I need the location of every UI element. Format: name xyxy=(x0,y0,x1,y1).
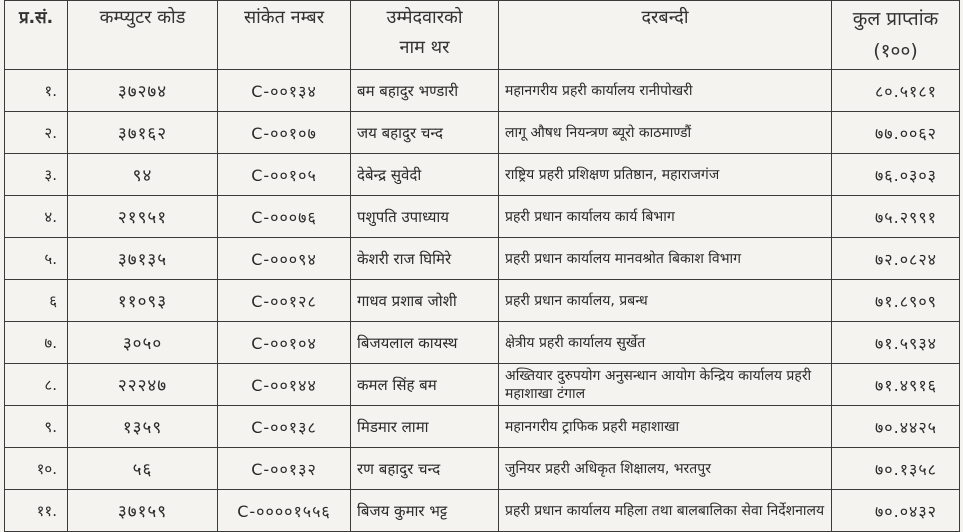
header-candidate-name xyxy=(351,1,499,70)
header-symbol-number: सांकेत नम्बर xyxy=(218,1,351,70)
cell-total-marks: ७१.४९१६ xyxy=(832,364,960,406)
cell-sn: ११. xyxy=(5,490,68,532)
cell-symbol-number: C-०००९४ xyxy=(218,238,351,280)
cell-total-marks: ७१.५९३४ xyxy=(832,322,960,364)
cell-symbol-number: C-००१३४ xyxy=(218,70,351,112)
cell-candidate-name: देबेन्द्र सुवेदी xyxy=(351,154,499,196)
cell-post: अख्तियार दुरुपयोग अनुसन्धान आयोग केन्द्रिय कार्यालय प्रहरी महाशाखा टंगाल xyxy=(499,364,832,406)
cell-sn: ९. xyxy=(5,406,68,448)
cell-post: प्रहरी प्रधान कार्यालय मानवश्रोत बिकाश विभाग xyxy=(499,238,832,280)
header-post: दरबन्दी xyxy=(499,1,832,70)
cell-candidate-name: बम बहादुर भण्डारी xyxy=(351,70,499,112)
cell-post: महानगरीय प्रहरी कार्यालय रानीपोखरी xyxy=(499,70,832,112)
cell-computer-code: ३७२७४ xyxy=(68,70,218,112)
cell-symbol-number: C-००१३२ xyxy=(218,448,351,490)
cell-computer-code: २२२४७ xyxy=(68,364,218,406)
cell-post: महानगरीय ट्राफिक प्रहरी महाशाखा xyxy=(499,406,832,448)
cell-symbol-number: C-००१४४ xyxy=(218,364,351,406)
cell-sn: १०. xyxy=(5,448,68,490)
cell-computer-code: ३७१६२ xyxy=(68,112,218,154)
cell-candidate-name: बिजय कुमार भट्ट xyxy=(351,490,499,532)
cell-sn: २. xyxy=(5,112,68,154)
cell-candidate-name: बिजयलाल कायस्थ xyxy=(351,322,499,364)
cell-total-marks: ७१.८९०९ xyxy=(832,280,960,322)
cell-symbol-number: C-००१०७ xyxy=(218,112,351,154)
table-row xyxy=(5,280,960,322)
cell-sn: ६ xyxy=(5,280,68,322)
cell-computer-code: ९४ xyxy=(68,154,218,196)
cell-computer-code: १३५९ xyxy=(68,406,218,448)
table-row xyxy=(5,364,960,406)
header-total-marks-line1: कुल प्राप्तांक xyxy=(852,8,939,30)
cell-symbol-number: C-००००१५५६ xyxy=(218,490,351,532)
cell-computer-code: ३७१५९ xyxy=(68,490,218,532)
cell-computer-code: २१९५१ xyxy=(68,196,218,238)
cell-total-marks: ७०.१३५८ xyxy=(832,448,960,490)
cell-total-marks: ८०.५१८१ xyxy=(832,70,960,112)
cell-symbol-number: C-०००७६ xyxy=(218,196,351,238)
table-row xyxy=(5,490,960,532)
cell-candidate-name: मिडमार लामा xyxy=(351,406,499,448)
cell-candidate-name: जय बहादुर चन्द xyxy=(351,112,499,154)
cell-symbol-number: C-००१३८ xyxy=(218,406,351,448)
cell-post: प्रहरी प्रधान कार्यालय कार्य बिभाग xyxy=(499,196,832,238)
table-row xyxy=(5,112,960,154)
header-candidate-name-line1: उम्मेदवारको xyxy=(386,7,463,28)
cell-sn: ४. xyxy=(5,196,68,238)
table-body xyxy=(5,70,960,532)
table-row xyxy=(5,238,960,280)
cell-candidate-name: गाधव प्रशाब जोशी xyxy=(351,280,499,322)
results-table xyxy=(4,0,960,532)
cell-computer-code: ५६ xyxy=(68,448,218,490)
cell-post: क्षेत्रीय प्रहरी कार्यालय सुर्खेत xyxy=(499,322,832,364)
cell-sn: ८. xyxy=(5,364,68,406)
header-sn: प्र.सं. xyxy=(5,1,68,70)
cell-symbol-number: C-००१०४ xyxy=(218,322,351,364)
cell-sn: ५. xyxy=(5,238,68,280)
cell-candidate-name: रण बहादुर चन्द xyxy=(351,448,499,490)
cell-symbol-number: C-००१२८ xyxy=(218,280,351,322)
cell-sn: १. xyxy=(5,70,68,112)
table-row xyxy=(5,322,960,364)
cell-post: लागू औषध नियन्त्रण ब्यूरो काठमाण्डौं xyxy=(499,112,832,154)
cell-candidate-name: पशुपति उपाध्याय xyxy=(351,196,499,238)
cell-total-marks: ७०.४४२५ xyxy=(832,406,960,448)
table-row xyxy=(5,448,960,490)
table-row xyxy=(5,70,960,112)
cell-post: प्रहरी प्रधान कार्यालय महिला तथा बालबालिका सेवा निर्देशनालय xyxy=(499,490,832,532)
cell-candidate-name: कमल सिंह बम xyxy=(351,364,499,406)
header-candidate-name-line2: नाम थर xyxy=(399,37,450,58)
table-row xyxy=(5,154,960,196)
table-row xyxy=(5,196,960,238)
cell-computer-code: ११०९३ xyxy=(68,280,218,322)
cell-post: जुनियर प्रहरी अधिकृत शिक्षालय, भरतपुर xyxy=(499,448,832,490)
cell-sn: ७. xyxy=(5,322,68,364)
results-sheet xyxy=(4,0,959,521)
table-row xyxy=(5,406,960,448)
cell-sn: ३. xyxy=(5,154,68,196)
cell-total-marks: ७६.०३०३ xyxy=(832,154,960,196)
cell-total-marks: ७२.०८२४ xyxy=(832,238,960,280)
cell-symbol-number: C-००१०५ xyxy=(218,154,351,196)
header-total-marks xyxy=(832,1,960,70)
header-row xyxy=(5,1,960,70)
cell-total-marks: ७७.००६२ xyxy=(832,112,960,154)
cell-computer-code: ३०५० xyxy=(68,322,218,364)
cell-total-marks: ७०.०४३२ xyxy=(832,490,960,532)
header-computer-code: कम्प्युटर कोड xyxy=(68,1,218,70)
cell-candidate-name: केशरी राज घिमिरे xyxy=(351,238,499,280)
cell-total-marks: ७५.२९९१ xyxy=(832,196,960,238)
header-total-marks-line2: (१००) xyxy=(873,40,918,62)
cell-post: प्रहरी प्रधान कार्यालय, प्रबन्ध xyxy=(499,280,832,322)
cell-post: राष्ट्रिय प्रहरी प्रशिक्षण प्रतिष्ठान, महाराजगंज xyxy=(499,154,832,196)
cell-computer-code: ३७१३५ xyxy=(68,238,218,280)
